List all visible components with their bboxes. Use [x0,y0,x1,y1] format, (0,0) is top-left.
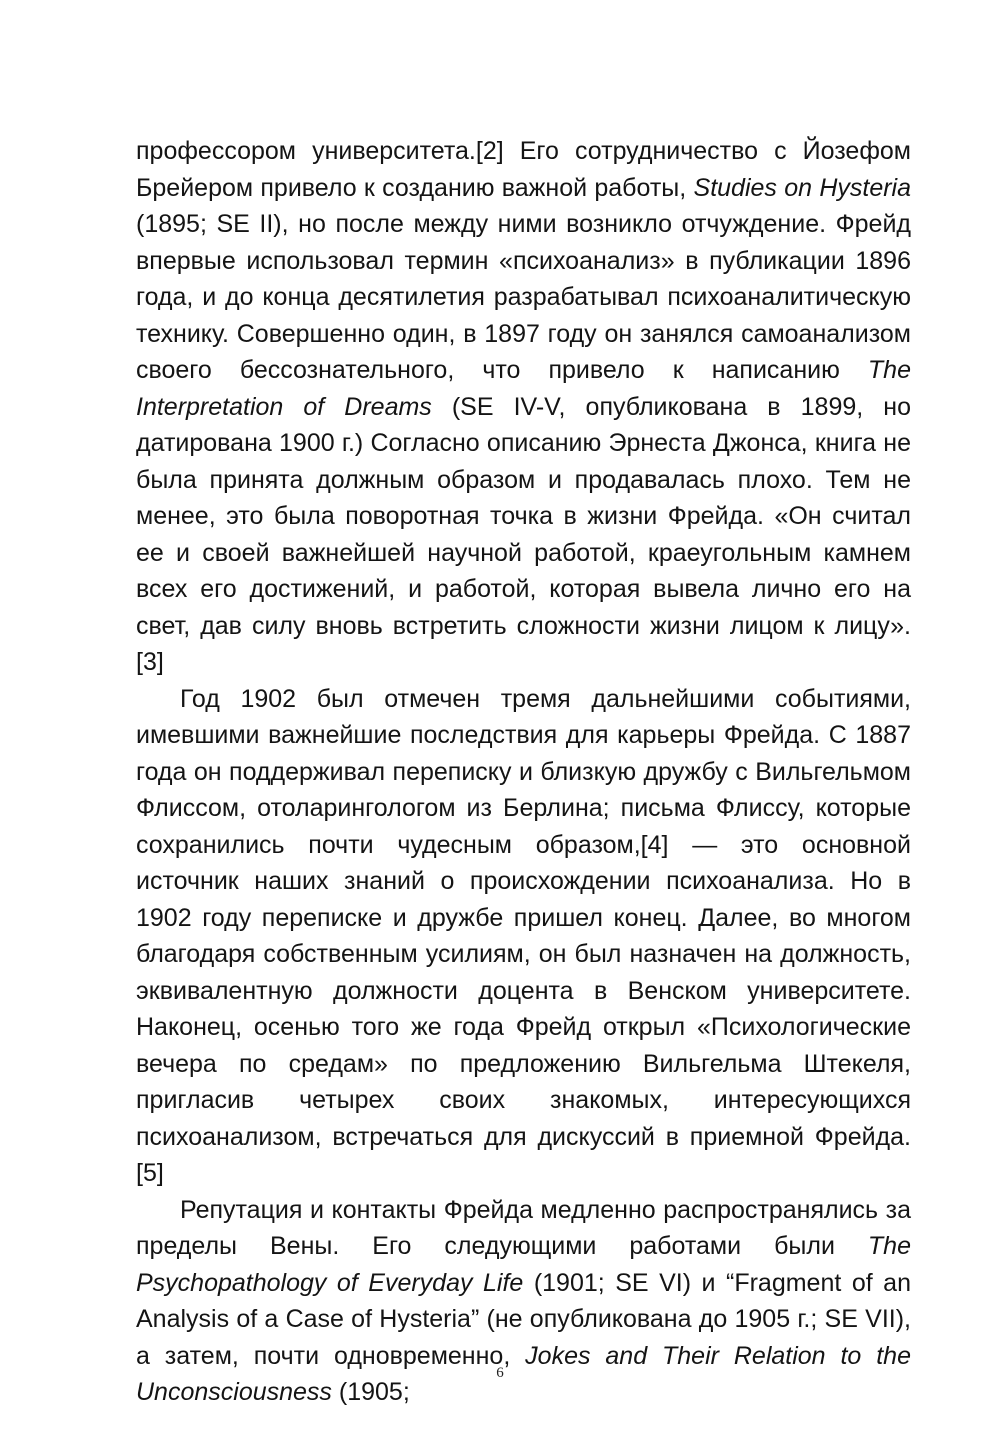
text-run: (SE IV-V, опубликована в 1899, но датирована 1900 г.) Согласно описанию Эрнеста Джонса, книга не была принята должным образом и продавалась плохо. Тем не менее, это была поворотная точка в жизни Фрейда. «Он считал ее и своей важнейшей научной работой, краеугольным камнем всех его достижений, и работой, которая вывела лично его на свет, дав силу вновь встретить сложности жизни лицом к лицу».[3] [136,392,911,676]
text-run: (1901; SE VI) и “Fragment of an Analysis of a Case of Hysteria” (не опубликована до 1905 г.; SE VII), а затем, почти одновременно, [136,1268,911,1370]
book-title-psychopathology: The Psychopathology of Everyday Life [136,1232,911,1297]
text-run: (1895; SE II), но после между ними возникло отчуждение. Фрейд впервые использовал термин «психоанализ» в публикации 1896 года, и до конца десятилетия разрабатывал психоаналитическую технику. Совершенно один, в 1897 году он занялся самоанализом своего бессознательного, что привело к написанию [136,210,911,384]
page-number: 6 [496,1365,504,1381]
paragraph-1 [136,133,911,681]
paragraph-2 [136,681,911,1192]
book-title-jokes: Jokes and Their Relation to the Unconsciousness [136,1341,911,1406]
book-title-studies-on-hysteria: Studies on Hysteria [693,173,912,202]
text-run: Репутация и контакты Фрейда медленно распространялись за пределы Вены. Его следующими работами были [136,1195,911,1260]
text-run: (1905; [331,1378,410,1406]
text-run: профессором университета.[2] Его сотрудничество с Йозефом Брейером привело к созданию важной работы, [136,137,911,202]
book-title-interpretation-of-dreams: The Interpretation of Dreams [136,356,911,421]
text-run: Год 1902 был отмечен тремя дальнейшими событиями, имевшими важнейшие последствия для карьеры Фрейда. С 1887 года он поддерживал переписку и близкую дружбу с Вильгельмом Флиссом, отоларингологом из Берлина; письма Флиссу, которые сохранились почти чудесным образом,[4] — это основной источник наших знаний о происхождении психоанализа. Но в 1902 году переписке и дружбе пришел конец. Далее, во многом благодаря собственным усилиям, он был назначен на должность, эквивалентную должности доцента в Венском университете. Наконец, осенью того же года Фрейд открыл «Психологические вечера по средам» по предложению Вильгельма Штекеля, пригласив четырех своих знакомых, интересующихся психоанализом, встречаться для дискуссий в приемной Фрейда.[5] [136,684,911,1187]
body-text [136,133,911,1411]
